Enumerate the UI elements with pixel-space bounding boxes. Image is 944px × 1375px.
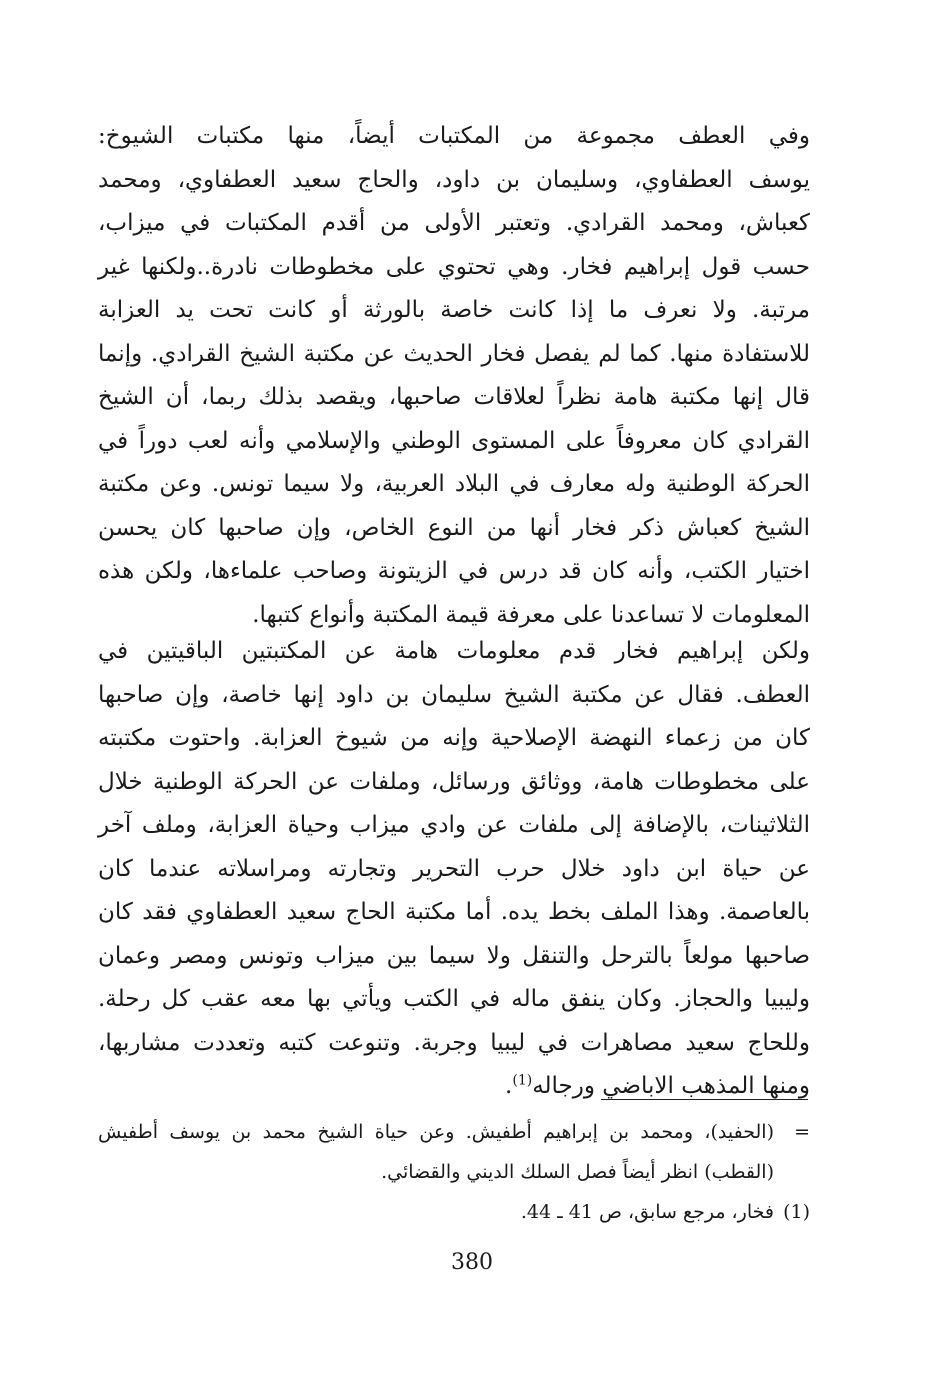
text-line-final [98, 1065, 810, 1109]
text-line: ولكن إبراهيم فخار قدم معلومات هامة عن المكتبتين الباقيتين في [98, 638, 810, 664]
text-line: بالعاصمة. وهذا الملف بخط يده. أما مكتبة الحاج سعيد العطفاوي فقد كان [98, 899, 810, 925]
text-line: حسب قول إبراهيم فخار. وهي تحتوي على مخطوطات نادرة..ولكنها غير [98, 253, 810, 280]
footnote-1 [98, 1192, 810, 1232]
text-line: للاستفادة منها. كما لم يفصل فخار الحديث عن مكتبة الشيخ القرادي. وإنما [98, 340, 810, 367]
text-line: القرادي كان معروفاً على المستوى الوطني والإسلامي وأنه لعب دوراً في [98, 427, 810, 454]
text-line: صاحبها مولعاً بالترحل والتنقل ولا سيما بين ميزاب وتونس ومصر وعمان [98, 942, 810, 969]
footnote-continuation-line [98, 1112, 810, 1152]
continuation-marker: = [794, 1121, 810, 1143]
final-line-period: . [505, 1073, 513, 1099]
text-line: الشيخ كعباش ذكر فخار أنها من النوع الخاص، وإن صاحبها كان يحسن [98, 514, 810, 541]
footnote-text: (القطب) انظر أيضاً فصل السلك الديني والقضائي. [381, 1161, 774, 1183]
footnotes [98, 1112, 810, 1232]
footnote-continuation-line [98, 1152, 810, 1192]
final-line-text: ومنها المذهب الاباضي ورجاله [532, 1073, 810, 1099]
text-line: اختيار الكتب، وأنه كان قد درس في الزيتونة وصاحب علماءها، ولكن هذه [98, 558, 810, 584]
text-line: الثلاثينات، بالإضافة إلى ملفات عن وادي ميزاب وحياة العزابة، وملف آخر [98, 812, 810, 838]
text-line: وفي العطف مجموعة من المكتبات أيضاً، منها مكتبات الشيوخ: [98, 123, 810, 149]
text-line: قال إنها مكتبة هامة نظراً لعلاقات صاحبها، ويقصد بذلك ربما، أن الشيخ [98, 384, 810, 410]
text-line: كعباش، ومحمد القرادي. وتعتبر الأولى من أقدم المكتبات في ميزاب، [98, 210, 810, 236]
text-line: الحركة الوطنية وله معارف في البلاد العربية، ولا سيما تونس. وعن مكتبة [98, 471, 810, 497]
text-line: كان من زعماء النهضة الإصلاحية وإنه من شيوخ العزابة. واحتوت مكتبته [98, 725, 810, 751]
footnote-text: (الحفيد)، ومحمد بن إبراهيم أطفيش. وعن حياة الشيخ محمد بن يوسف أطفيش [98, 1121, 774, 1143]
footnote-1-marker: (1) [783, 1201, 810, 1223]
text-line: المعلومات لا تساعدنا على معرفة قيمة المكتبة وأنواع كتبها. [252, 601, 810, 628]
footnote-separator [601, 1099, 808, 1100]
text-line: وللحاج سعيد مصاهرات في ليبيا وجربة. وتنوعت كتبه وتعددت مشاربها، [98, 1029, 810, 1056]
text-line: يوسف العطفاوي، وسليمان بن داود، والحاج سعيد العطفاوي، ومحمد [98, 166, 810, 193]
footnote-reference: (1) [512, 1072, 533, 1089]
page-number: 380 [451, 1250, 493, 1275]
footnote-1-text: فخار، مرجع سابق، ص 41 ـ 44. [520, 1201, 774, 1223]
text-line: على مخطوطات هامة، ووثائق ورسائل، وملفات عن الحركة الوطنية خلال [98, 768, 810, 795]
paragraph-1 [98, 115, 810, 637]
text-line: وليبيا والحجاز. وكان ينفق ماله في الكتب ويأتي بها معه عقب كل رحلة. [98, 986, 810, 1012]
text-line: العطف. فقال عن مكتبة الشيخ سليمان بن داود إنها خاصة، وإن صاحبها [98, 681, 810, 708]
text-line: مرتبة. ولا نعرف ما إذا كانت خاصة بالورثة أو كانت تحت يد العزابة [98, 297, 810, 323]
paragraph-2 [98, 630, 810, 1109]
text-line: عن حياة ابن داود خلال حرب التحرير وتجارته ومراسلاته عندما كان [98, 855, 810, 882]
